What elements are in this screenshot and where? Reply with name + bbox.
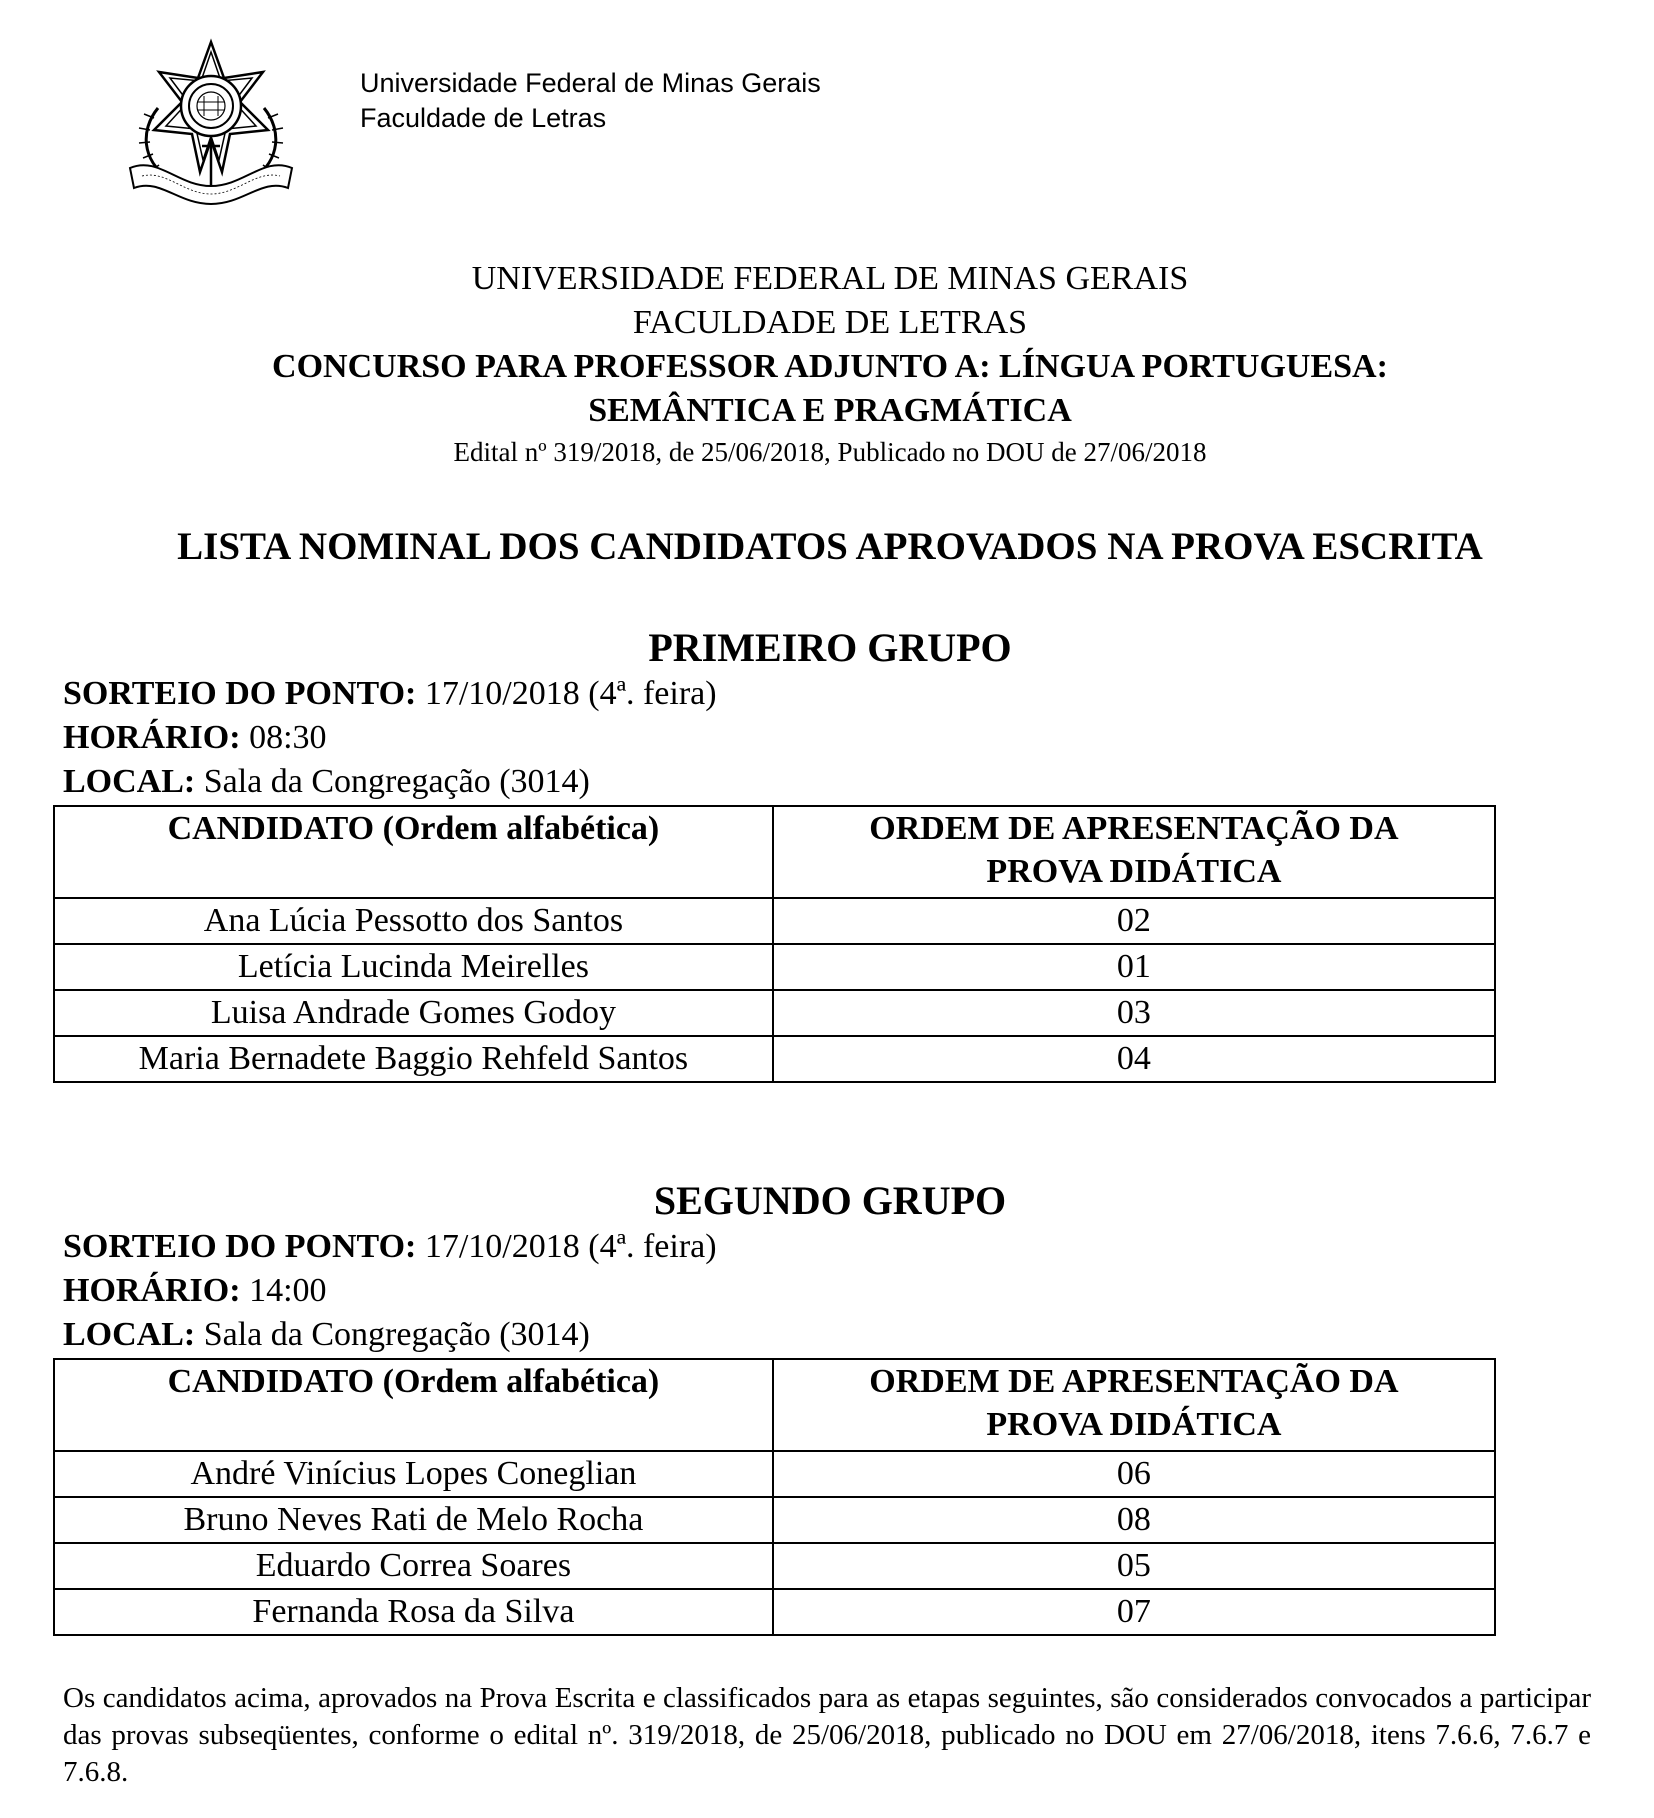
table-row bbox=[54, 944, 1495, 990]
sorteio-value: 17/10/2018 (4ª. feira) bbox=[416, 675, 717, 712]
table-header-row bbox=[54, 806, 1495, 898]
table-row bbox=[54, 898, 1495, 944]
horario-label: HORÁRIO: bbox=[63, 719, 241, 756]
sorteio-value: 17/10/2018 (4ª. feira) bbox=[416, 1228, 717, 1265]
candidate-name: Eduardo Correa Soares bbox=[54, 1543, 773, 1589]
table-row bbox=[54, 1451, 1495, 1497]
sorteio-label: SORTEIO DO PONTO: bbox=[63, 1228, 417, 1265]
sorteio-line bbox=[63, 1225, 717, 1269]
candidate-name: Bruno Neves Rati de Melo Rocha bbox=[54, 1497, 773, 1543]
candidate-name: Letícia Lucinda Meirelles bbox=[54, 944, 773, 990]
table-row bbox=[54, 1497, 1495, 1543]
local-value: Sala da Congregação (3014) bbox=[195, 1316, 590, 1353]
faculty-name: Faculdade de Letras bbox=[360, 103, 607, 133]
candidate-name: André Vinícius Lopes Coneglian bbox=[54, 1451, 773, 1497]
presentation-order: 06 bbox=[773, 1451, 1495, 1497]
presentation-order: 08 bbox=[773, 1497, 1495, 1543]
group-title: PRIMEIRO GRUPO bbox=[648, 625, 1012, 670]
candidates-table bbox=[53, 805, 1496, 1083]
candidates-table bbox=[53, 1358, 1496, 1636]
horario-value: 14:00 bbox=[240, 1272, 327, 1309]
horario-line bbox=[63, 1269, 327, 1313]
list-title: LISTA NOMINAL DOS CANDIDATOS APROVADOS NA PROVA ESCRITA bbox=[177, 525, 1483, 568]
table-row bbox=[54, 1589, 1495, 1635]
title-contest-area: SEMÂNTICA E PRAGMÁTICA bbox=[588, 392, 1072, 429]
column-header-candidate: CANDIDATO (Ordem alfabética) bbox=[54, 1359, 773, 1451]
group-title: SEGUNDO GRUPO bbox=[653, 1178, 1007, 1223]
local-label: LOCAL: bbox=[63, 763, 196, 800]
edital-reference: Edital nº 319/2018, de 25/06/2018, Publicado no DOU de 27/06/2018 bbox=[453, 437, 1207, 467]
presentation-order: 05 bbox=[773, 1543, 1495, 1589]
candidate-name: Maria Bernadete Baggio Rehfeld Santos bbox=[54, 1036, 773, 1082]
document-title-block bbox=[60, 257, 1600, 471]
horario-label: HORÁRIO: bbox=[63, 1272, 241, 1309]
local-line bbox=[63, 760, 590, 804]
horario-value: 08:30 bbox=[240, 719, 327, 756]
table-row bbox=[54, 990, 1495, 1036]
local-line bbox=[63, 1313, 590, 1357]
candidate-name: Luisa Andrade Gomes Godoy bbox=[54, 990, 773, 1036]
presentation-order: 04 bbox=[773, 1036, 1495, 1082]
column-header-order bbox=[773, 1359, 1495, 1451]
table-row bbox=[54, 1036, 1495, 1082]
title-university: UNIVERSIDADE FEDERAL DE MINAS GERAIS bbox=[471, 260, 1189, 297]
column-header-order-line1: ORDEM DE APRESENTAÇÃO DA bbox=[869, 1363, 1399, 1400]
column-header-candidate: CANDIDATO (Ordem alfabética) bbox=[54, 806, 773, 898]
column-header-order bbox=[773, 806, 1495, 898]
institution-header bbox=[360, 66, 821, 136]
brazil-coat-of-arms-icon bbox=[118, 38, 304, 212]
title-faculty: FACULDADE DE LETRAS bbox=[632, 304, 1028, 341]
presentation-order: 01 bbox=[773, 944, 1495, 990]
candidate-name: Fernanda Rosa da Silva bbox=[54, 1589, 773, 1635]
title-contest: CONCURSO PARA PROFESSOR ADJUNTO A: LÍNGUA PORTUGUESA: bbox=[272, 348, 1388, 385]
horario-line bbox=[63, 716, 327, 760]
candidate-name: Ana Lúcia Pessotto dos Santos bbox=[54, 898, 773, 944]
presentation-order: 07 bbox=[773, 1589, 1495, 1635]
table-header-row bbox=[54, 1359, 1495, 1451]
university-name: Universidade Federal de Minas Gerais bbox=[360, 68, 821, 98]
local-value: Sala da Congregação (3014) bbox=[195, 763, 590, 800]
sorteio-label: SORTEIO DO PONTO: bbox=[63, 675, 417, 712]
presentation-order: 02 bbox=[773, 898, 1495, 944]
local-label: LOCAL: bbox=[63, 1316, 196, 1353]
column-header-order-line2: PROVA DIDÁTICA bbox=[986, 1406, 1282, 1443]
convocation-note: Os candidatos acima, aprovados na Prova Escrita e classificados para as etapas seguintes, são considerados convocados a participar das provas subseqüentes, conforme o edital nº. 319/2018, de 25/06/2018, publicado no DOU em 27/06/2018, itens 7.6.6, 7.6.7 e 7.6.8. bbox=[63, 1682, 1591, 1788]
column-header-order-line1: ORDEM DE APRESENTAÇÃO DA bbox=[869, 810, 1399, 847]
column-header-order-line2: PROVA DIDÁTICA bbox=[986, 853, 1282, 890]
table-row bbox=[54, 1543, 1495, 1589]
sorteio-line bbox=[63, 672, 717, 716]
presentation-order: 03 bbox=[773, 990, 1495, 1036]
